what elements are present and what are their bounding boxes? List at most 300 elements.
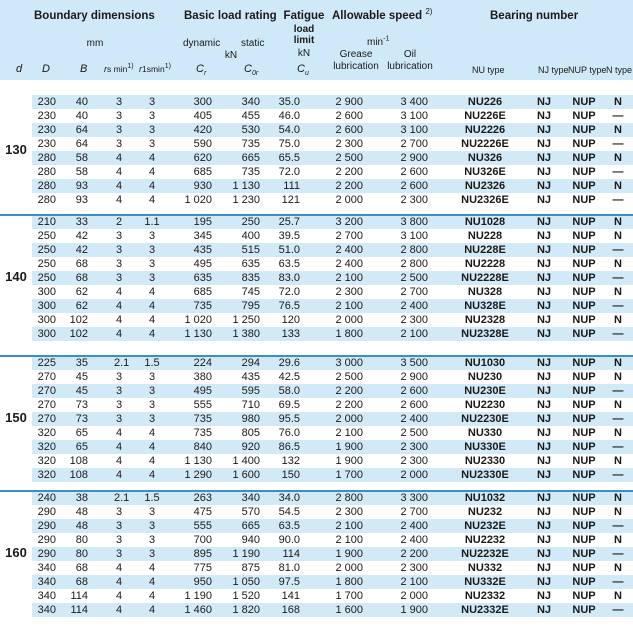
cell-dynamic-Cr: 380	[193, 371, 212, 383]
cell-rs-min: 4	[115, 286, 123, 298]
cell-n-type: N	[614, 230, 622, 242]
cell-static-C0r: 1 050	[232, 576, 260, 588]
cell-nup-type: NUP	[572, 590, 596, 602]
cell-nu-type: NU2332E	[461, 604, 509, 616]
col-nu-type: NU type	[472, 65, 505, 75]
cell-oil-speed: 2 300	[400, 194, 428, 206]
cell-fatigue-Cu: 76.0	[278, 427, 300, 439]
cell-fatigue-Cu: 132	[281, 455, 300, 467]
cell-fatigue-Cu: 51.0	[278, 244, 300, 256]
cell-oil-speed: 2 100	[400, 576, 428, 588]
cell-dynamic-Cr: 1 460	[184, 604, 212, 616]
cell-nj-type: NJ	[536, 314, 552, 326]
cell-nup-type: NUP	[572, 244, 596, 256]
col-r1s-sup: 1)	[164, 63, 171, 70]
cell-rs-min: 4	[115, 562, 123, 574]
cell-nup-type: NUP	[572, 286, 596, 298]
table-row	[32, 384, 633, 398]
cell-nu-type: NU232	[467, 506, 503, 518]
cell-r1s-min: 4	[148, 328, 156, 340]
cell-bore-D: 290	[37, 534, 56, 546]
cell-oil-speed: 2 400	[400, 534, 428, 546]
table-row	[32, 229, 633, 243]
cell-r1s-min: 4	[148, 427, 156, 439]
cell-grease-speed: 3 000	[335, 357, 363, 369]
cell-grease-speed: 2 900	[335, 96, 363, 108]
cell-width-B: 62	[75, 300, 88, 312]
cell-nup-type: NUP	[572, 385, 596, 397]
cell-static-C0r: 455	[241, 110, 260, 122]
cell-oil-speed: 2 300	[400, 314, 428, 326]
cell-static-C0r: 595	[241, 385, 260, 397]
cell-rs-min: 3	[115, 244, 123, 256]
cell-r1s-min: 4	[148, 455, 156, 467]
cell-nu-type: NU226E	[464, 110, 506, 122]
cell-dynamic-Cr: 950	[193, 576, 212, 588]
cell-grease-speed: 1 700	[335, 590, 363, 602]
cell-rs-min: 4	[115, 166, 123, 178]
cell-n-type: N	[614, 258, 622, 270]
cell-nup-type: NUP	[572, 441, 596, 453]
cell-oil-speed: 2 900	[400, 371, 428, 383]
cell-r1s-min: 3	[148, 124, 156, 136]
cell-dynamic-Cr: 263	[193, 492, 212, 504]
cell-width-B: 42	[75, 244, 88, 256]
col-Cr-symbol: C	[196, 63, 204, 75]
table-row	[32, 505, 633, 519]
cell-grease-speed: 2 100	[335, 300, 363, 312]
cell-bore-D: 290	[37, 548, 56, 560]
cell-oil-speed: 3 300	[400, 492, 428, 504]
col-r1s-symbol: r	[139, 64, 142, 74]
cell-rs-min: 3	[115, 520, 123, 532]
table-row	[32, 95, 633, 109]
cell-r1s-min: 3	[148, 272, 156, 284]
cell-nup-type: NUP	[572, 272, 596, 284]
cell-static-C0r: 1 250	[232, 314, 260, 326]
cell-nu-type: NU1030	[464, 357, 506, 369]
cell-nj-type: NJ	[536, 244, 552, 256]
cell-fatigue-Cu: 72.0	[278, 286, 300, 298]
cell-nu-type: NU330	[467, 427, 503, 439]
cell-width-B: 102	[69, 314, 88, 326]
cell-static-C0r: 570	[241, 506, 260, 518]
cell-n-type: —	[612, 166, 624, 178]
cell-width-B: 68	[75, 272, 88, 284]
cell-fatigue-Cu: 90.0	[278, 534, 300, 546]
cell-nup-type: NUP	[572, 300, 596, 312]
cell-oil-speed: 3 800	[400, 216, 428, 228]
cell-oil-speed: 2 400	[400, 300, 428, 312]
cell-oil-speed: 2 300	[400, 455, 428, 467]
col-C0r-symbol: C	[244, 63, 252, 75]
cell-nu-type: NU2228E	[461, 272, 509, 284]
cell-oil-speed: 3 100	[400, 124, 428, 136]
header-fatigue-unit: kN	[297, 48, 311, 59]
cell-n-type: —	[612, 548, 624, 560]
cell-nup-type: NUP	[572, 124, 596, 136]
cell-n-type: N	[614, 180, 622, 192]
cell-grease-speed: 2 100	[335, 427, 363, 439]
cell-dynamic-Cr: 435	[193, 244, 212, 256]
table-row	[32, 215, 633, 229]
cell-bore-D: 340	[37, 576, 56, 588]
cell-nup-type: NUP	[572, 520, 596, 532]
cell-dynamic-Cr: 685	[193, 286, 212, 298]
table-row	[32, 454, 633, 468]
cell-dynamic-Cr: 930	[193, 180, 212, 192]
col-Cu-sub: u	[304, 70, 309, 78]
cell-bore-D: 300	[37, 314, 56, 326]
header-oil-1: Oil	[403, 49, 417, 60]
cell-grease-speed: 2 300	[335, 138, 363, 150]
cell-grease-speed: 2 200	[335, 399, 363, 411]
cell-nup-type: NUP	[572, 371, 596, 383]
cell-nup-type: NUP	[572, 96, 596, 108]
header-spacer	[0, 80, 633, 94]
table-row	[32, 412, 633, 426]
cell-dynamic-Cr: 1 130	[184, 455, 212, 467]
cell-oil-speed: 2 800	[400, 244, 428, 256]
cell-bore-D: 290	[37, 506, 56, 518]
cell-nu-type: NU230E	[464, 385, 506, 397]
cell-nup-type: NUP	[572, 166, 596, 178]
cell-width-B: 80	[75, 548, 88, 560]
header-grease-1: Grease	[339, 49, 373, 60]
cell-dynamic-Cr: 1 020	[184, 314, 212, 326]
cell-n-type: N	[614, 427, 622, 439]
cell-bore-D: 320	[37, 469, 56, 481]
cell-rs-min: 4	[115, 152, 123, 164]
cell-width-B: 102	[69, 328, 88, 340]
cell-width-B: 48	[75, 506, 88, 518]
cell-dynamic-Cr: 1 130	[184, 328, 212, 340]
cell-bore-D: 225	[37, 357, 56, 369]
cell-width-B: 114	[70, 590, 88, 602]
cell-nj-type: NJ	[536, 520, 552, 532]
cell-rs-min: 3	[115, 110, 123, 122]
cell-nup-type: NUP	[572, 110, 596, 122]
cell-bore-D: 240	[37, 492, 56, 504]
cell-rs-min: 3	[115, 413, 123, 425]
table-row	[32, 547, 633, 561]
cell-nu-type: NU228	[467, 230, 503, 242]
cell-static-C0r: 735	[241, 138, 260, 150]
header-oil-2: lubrication	[387, 61, 433, 72]
cell-static-C0r: 795	[241, 300, 260, 312]
cell-fatigue-Cu: 63.5	[278, 258, 300, 270]
table-row	[32, 137, 633, 151]
cell-rs-min: 3	[115, 124, 123, 136]
cell-rs-min: 3	[115, 548, 123, 560]
cell-n-type: —	[612, 576, 624, 588]
cell-oil-speed: 2 500	[400, 427, 428, 439]
cell-dynamic-Cr: 405	[193, 110, 212, 122]
cell-dynamic-Cr: 620	[193, 152, 212, 164]
cell-r1s-min: 3	[148, 413, 156, 425]
cell-n-type: —	[612, 244, 624, 256]
cell-r1s-min: 4	[148, 166, 156, 178]
cell-grease-speed: 1 600	[335, 604, 363, 616]
cell-width-B: 40	[75, 110, 88, 122]
cell-n-type: —	[612, 272, 624, 284]
table-row	[32, 589, 633, 603]
cell-nj-type: NJ	[536, 124, 552, 136]
cell-dynamic-Cr: 1 020	[184, 194, 212, 206]
cell-n-type: —	[612, 328, 624, 340]
cell-fatigue-Cu: 46.0	[278, 110, 300, 122]
cell-dynamic-Cr: 300	[193, 96, 212, 108]
cell-nu-type: NU2230	[464, 399, 506, 411]
cell-bore-D: 280	[37, 166, 56, 178]
cell-static-C0r: 530	[241, 124, 260, 136]
cell-bore-D: 320	[37, 427, 56, 439]
cell-grease-speed: 2 800	[335, 492, 363, 504]
cell-nup-type: NUP	[572, 492, 596, 504]
cell-nu-type: NU2232E	[461, 548, 509, 560]
cell-n-type: —	[612, 441, 624, 453]
cell-grease-speed: 2 500	[335, 152, 363, 164]
cell-dynamic-Cr: 495	[193, 258, 212, 270]
cell-width-B: 35	[75, 357, 88, 369]
table-row	[32, 603, 633, 617]
cell-fatigue-Cu: 81.0	[278, 562, 300, 574]
cell-nup-type: NUP	[572, 230, 596, 242]
cell-nu-type: NU2226	[464, 124, 506, 136]
cell-nj-type: NJ	[536, 371, 552, 383]
cell-r1s-min: 3	[148, 534, 156, 546]
cell-n-type: —	[612, 110, 624, 122]
cell-fatigue-Cu: 69.5	[278, 399, 300, 411]
cell-nup-type: NUP	[572, 455, 596, 467]
cell-nj-type: NJ	[536, 357, 552, 369]
cell-fatigue-Cu: 58.0	[278, 385, 300, 397]
cell-width-B: 80	[75, 534, 88, 546]
cell-nj-type: NJ	[536, 328, 552, 340]
cell-n-type: N	[614, 314, 622, 326]
cell-static-C0r: 1 520	[232, 590, 260, 602]
col-rs	[104, 64, 134, 75]
cell-width-B: 42	[75, 230, 88, 242]
col-C0r-sub: 0r	[251, 70, 259, 78]
cell-width-B: 65	[75, 441, 88, 453]
cell-bore-D: 340	[37, 604, 56, 616]
cell-nup-type: NUP	[572, 604, 596, 616]
table-row	[32, 109, 633, 123]
cell-oil-speed: 2 700	[400, 286, 428, 298]
cell-oil-speed: 2 600	[400, 180, 428, 192]
cell-rs-min: 4	[115, 300, 123, 312]
cell-n-type: N	[614, 455, 622, 467]
cell-width-B: 108	[69, 469, 88, 481]
cell-nu-type: NU330E	[464, 441, 506, 453]
cell-width-B: 65	[75, 427, 88, 439]
cell-dynamic-Cr: 224	[193, 357, 212, 369]
cell-static-C0r: 835	[241, 272, 260, 284]
cell-rs-min: 4	[115, 194, 123, 206]
header-divider	[0, 93, 633, 94]
col-r1s-sub: 1smin	[142, 64, 165, 74]
col-rs-sub: s min	[107, 64, 128, 74]
cell-n-type: N	[614, 534, 622, 546]
cell-nup-type: NUP	[572, 357, 596, 369]
cell-oil-speed: 2 400	[400, 413, 428, 425]
cell-n-type: —	[612, 604, 624, 616]
cell-nu-type: NU2228	[464, 258, 506, 270]
cell-nup-type: NUP	[572, 562, 596, 574]
cell-nup-type: NUP	[572, 427, 596, 439]
cell-nup-type: NUP	[572, 506, 596, 518]
cell-oil-speed: 3 100	[400, 230, 428, 242]
header-load-unit: kN	[224, 50, 238, 61]
cell-nup-type: NUP	[572, 399, 596, 411]
cell-static-C0r: 1 130	[232, 180, 260, 192]
cell-r1s-min: 3	[148, 110, 156, 122]
table-row	[32, 491, 633, 505]
cell-r1s-min: 3	[148, 385, 156, 397]
cell-dynamic-Cr: 735	[193, 427, 212, 439]
cell-r1s-min: 4	[148, 286, 156, 298]
cell-n-type: —	[612, 385, 624, 397]
cell-rs-min: 4	[115, 180, 123, 192]
cell-fatigue-Cu: 133	[281, 328, 300, 340]
header-speed-unit-exp: -1	[383, 35, 390, 43]
cell-static-C0r: 1 820	[232, 604, 260, 616]
cell-fatigue-Cu: 54.5	[278, 506, 300, 518]
col-rs-symbol: r	[104, 64, 107, 74]
cell-grease-speed: 2 000	[335, 314, 363, 326]
cell-width-B: 73	[75, 413, 88, 425]
cell-dynamic-Cr: 775	[193, 562, 212, 574]
cell-nj-type: NJ	[536, 258, 552, 270]
cell-r1s-min: 4	[148, 300, 156, 312]
cell-fatigue-Cu: 75.0	[278, 138, 300, 150]
cell-n-type: —	[612, 413, 624, 425]
cell-nup-type: NUP	[572, 328, 596, 340]
cell-nu-type: NU1032	[464, 492, 506, 504]
col-Cr	[196, 63, 207, 78]
cell-grease-speed: 2 200	[335, 385, 363, 397]
cell-nup-type: NUP	[572, 314, 596, 326]
cell-nup-type: NUP	[572, 534, 596, 546]
cell-dynamic-Cr: 555	[193, 520, 212, 532]
cell-r1s-min: 3	[148, 96, 156, 108]
header-basic-load-rating: Basic load rating	[184, 10, 277, 22]
cell-nu-type: NU232E	[464, 520, 506, 532]
cell-nj-type: NJ	[536, 300, 552, 312]
cell-dynamic-Cr: 1 290	[184, 469, 212, 481]
cell-grease-speed: 3 200	[335, 216, 363, 228]
cell-dynamic-Cr: 685	[193, 166, 212, 178]
cell-fatigue-Cu: 34.0	[278, 492, 300, 504]
cell-width-B: 45	[75, 385, 88, 397]
cell-nu-type: NU2328E	[461, 328, 509, 340]
cell-dynamic-Cr: 700	[193, 534, 212, 546]
cell-static-C0r: 400	[241, 230, 260, 242]
cell-fatigue-Cu: 25.7	[278, 216, 300, 228]
cell-nj-type: NJ	[536, 138, 552, 150]
header-allowable-speed	[332, 7, 433, 23]
cell-r1s-min: 4	[148, 469, 156, 481]
cell-static-C0r: 920	[241, 441, 260, 453]
cell-r1s-min: 3	[148, 230, 156, 242]
bore-group	[0, 491, 633, 617]
cell-dynamic-Cr: 195	[193, 216, 212, 228]
cell-width-B: 58	[75, 166, 88, 178]
cell-n-type: —	[612, 520, 624, 532]
table-row	[32, 151, 633, 165]
table-row	[32, 440, 633, 454]
cell-static-C0r: 515	[241, 244, 260, 256]
cell-static-C0r: 1 400	[232, 455, 260, 467]
cell-nu-type: NU2330	[464, 455, 506, 467]
cell-grease-speed: 2 400	[335, 244, 363, 256]
col-Cr-sub: r	[203, 70, 207, 78]
cell-width-B: 40	[75, 96, 88, 108]
cell-nj-type: NJ	[536, 413, 552, 425]
cell-bore-D: 250	[37, 272, 56, 284]
cell-bore-D: 280	[37, 152, 56, 164]
cell-bore-D: 230	[37, 138, 56, 150]
cell-static-C0r: 1 190	[232, 548, 260, 560]
cell-bore-D: 230	[37, 96, 56, 108]
cell-static-C0r: 745	[241, 286, 260, 298]
table-row	[32, 356, 633, 370]
cell-nj-type: NJ	[536, 562, 552, 574]
col-C0r	[244, 63, 259, 78]
cell-grease-speed: 2 500	[335, 371, 363, 383]
cell-fatigue-Cu: 168	[281, 604, 300, 616]
cell-rs-min: 3	[115, 138, 123, 150]
cell-n-type: —	[612, 469, 624, 481]
cell-bore-D: 250	[37, 258, 56, 270]
cell-width-B: 33	[75, 216, 88, 228]
cell-nup-type: NUP	[572, 413, 596, 425]
cell-n-type: N	[614, 152, 622, 164]
cell-nj-type: NJ	[536, 194, 552, 206]
cell-n-type: —	[612, 300, 624, 312]
header-speed-note: 2)	[425, 7, 433, 17]
cell-nu-type: NU328	[467, 286, 503, 298]
cell-fatigue-Cu: 97.5	[278, 576, 300, 588]
cell-oil-speed: 3 100	[400, 110, 428, 122]
cell-width-B: 64	[75, 124, 88, 136]
cell-rs-min: 4	[115, 314, 123, 326]
cell-rs-min: 4	[115, 441, 123, 453]
cell-bore-D: 270	[37, 413, 56, 425]
cell-dynamic-Cr: 345	[193, 230, 212, 242]
cell-rs-min: 3	[115, 258, 123, 270]
cell-grease-speed: 2 000	[335, 413, 363, 425]
table-row	[32, 179, 633, 193]
header-fatigue-3: limit	[293, 35, 315, 46]
cell-bore-D: 300	[37, 328, 56, 340]
cell-fatigue-Cu: 111	[283, 180, 300, 192]
cell-width-B: 58	[75, 152, 88, 164]
cell-dynamic-Cr: 895	[193, 548, 212, 560]
cell-rs-min: 4	[115, 455, 123, 467]
header-static: static	[241, 38, 265, 49]
cell-n-type: N	[614, 286, 622, 298]
cell-nup-type: NUP	[572, 194, 596, 206]
cell-rs-min: 3	[115, 272, 123, 284]
cell-width-B: 68	[75, 562, 88, 574]
cell-r1s-min: 3	[148, 520, 156, 532]
cell-nup-type: NUP	[572, 138, 596, 150]
cell-grease-speed: 2 300	[335, 286, 363, 298]
cell-nu-type: NU2326E	[461, 194, 509, 206]
cell-grease-speed: 1 900	[335, 548, 363, 560]
